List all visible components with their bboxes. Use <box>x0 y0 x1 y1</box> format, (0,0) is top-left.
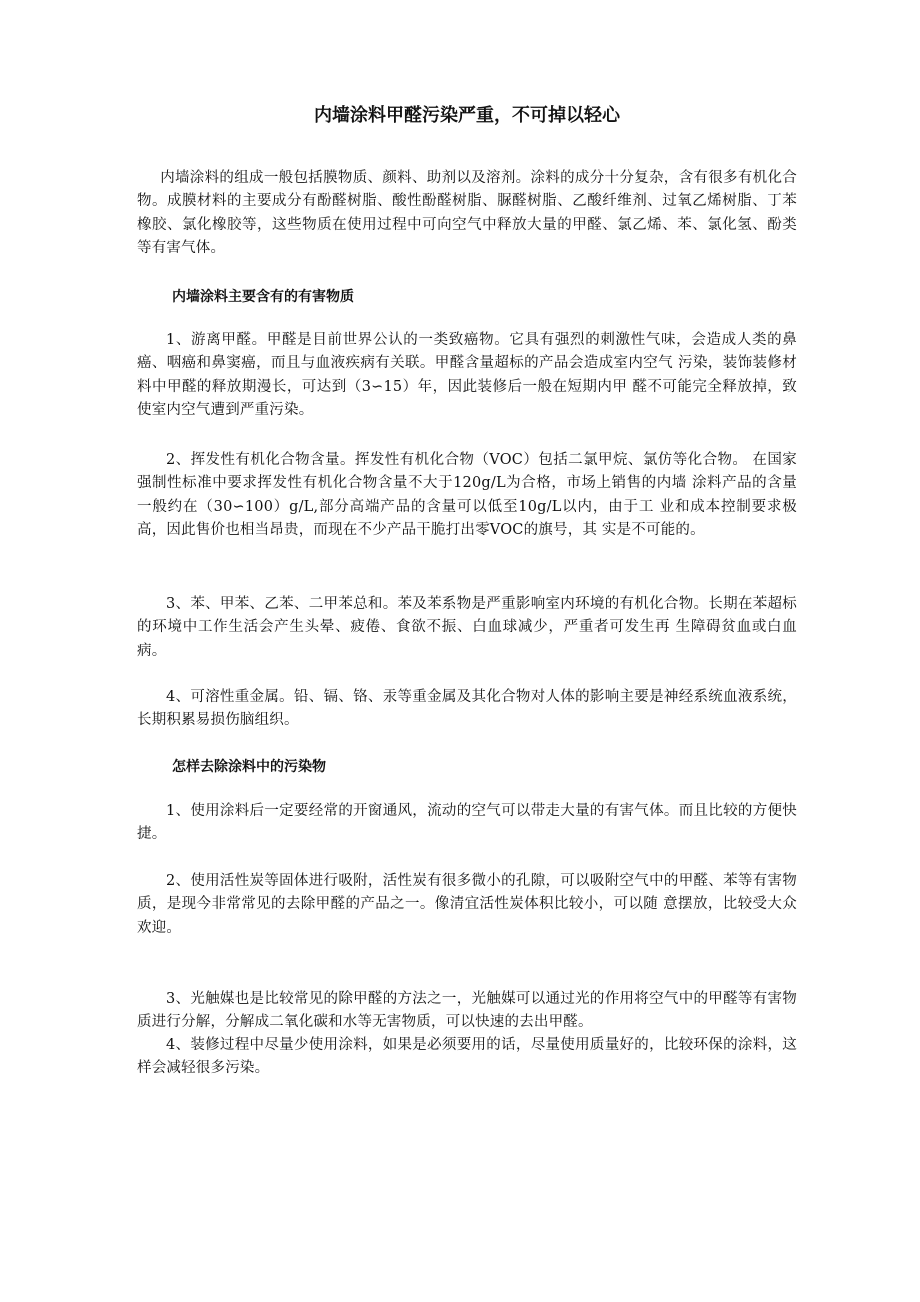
harmful-item-formaldehyde: 1、游离甲醛。甲醛是目前世界公认的一类致癌物。它具有强烈的刺激性气味，会造成人类的鼻癌、咽癌和鼻窦癌，而且与血液疾病有关联。甲醛含量超标的产品会造成室内空气 污染，装饰装修材料中甲醛的释放期漫长，可达到（3∽15）年，因此装修后一般在短期内甲 醛不可能完全释放掉，致使室内空气遭到严重污染。 <box>137 332 797 418</box>
section-heading-harmful-substances: 内墙涂料主要含有的有害物质 <box>172 289 354 305</box>
harmful-item-benzene: 3、苯、甲苯、乙苯、二甲苯总和。苯及苯系物是严重影响室内环境的有机化合物。长期在苯超标的环境中工作生活会产生头晕、疲倦、食欲不振、白血球减少，严重者可发生再 生障碍贫血或白血病。 <box>137 596 797 659</box>
removal-item-ventilation: 1、使用涂料后一定要经常的开窗通风，流动的空气可以带走大量的有害气体。而且比较的方便快捷。 <box>137 803 797 843</box>
harmful-item-voc: 2、挥发性有机化合物含量。挥发性有机化合物（VOC）包括二氯甲烷、氯仿等化合物。 在国家强制性标准中要求挥发性有机化合物含量不大于120g/L为合格，市场上销售的内墙 涂料产品的含量一般约在（30∽100）g/L,部分高端产品的含量可以低至10g/L以内，由于工 业和成本控制要求极高，因此售价也相当昂贵，而现在不少产品干脆打出零VOC的旗号，其 实是不可能的。 <box>137 452 797 538</box>
removal-item-less-paint: 4、装修过程中尽量少使用涂料，如果是必须要用的话，尽量使用质量好的，比较环保的涂料，这样会减轻很多污染。 <box>137 1037 797 1077</box>
removal-item-activated-carbon: 2、使用活性炭等固体进行吸附，活性炭有很多微小的孔隙，可以吸附空气中的甲醛、苯等有害物质，是现今非常常见的去除甲醛的产品之一。像清宜活性炭体积比较小，可以随 意摆放，比较受大众欢迎。 <box>137 873 797 936</box>
intro-paragraph: 内墙涂料的组成一般包括膜物质、颜料、助剂以及溶剂。涂料的成分十分复杂，含有很多有机化合物。成膜材料的主要成分有酚醛树脂、酸性酚醛树脂、脲醛树脂、乙酸纤维剂、过氧乙烯树脂、丁苯橡胶、氯化橡胶等，这些物质在使用过程中可向空气中释放大量的甲醛、氯乙烯、苯、氯化氢、酚类等有害气体。 <box>137 170 797 256</box>
document-title: 内墙涂料甲醛污染严重，不可掉以轻心 <box>314 105 620 126</box>
section-heading-removal-methods: 怎样去除涂料中的污染物 <box>172 759 326 775</box>
removal-item-photocatalyst: 3、光触媒也是比较常见的除甲醛的方法之一，光触媒可以通过光的作用将空气中的甲醛等有害物质进行分解，分解成二氧化碳和水等无害物质，可以快速的去出甲醛。 <box>137 991 797 1031</box>
harmful-item-heavy-metals: 4、可溶性重金属。铅、镉、铬、汞等重金属及其化合物对人体的影响主要是神经系统血液系统，长期积累易损伤脑组织。 <box>137 689 797 729</box>
